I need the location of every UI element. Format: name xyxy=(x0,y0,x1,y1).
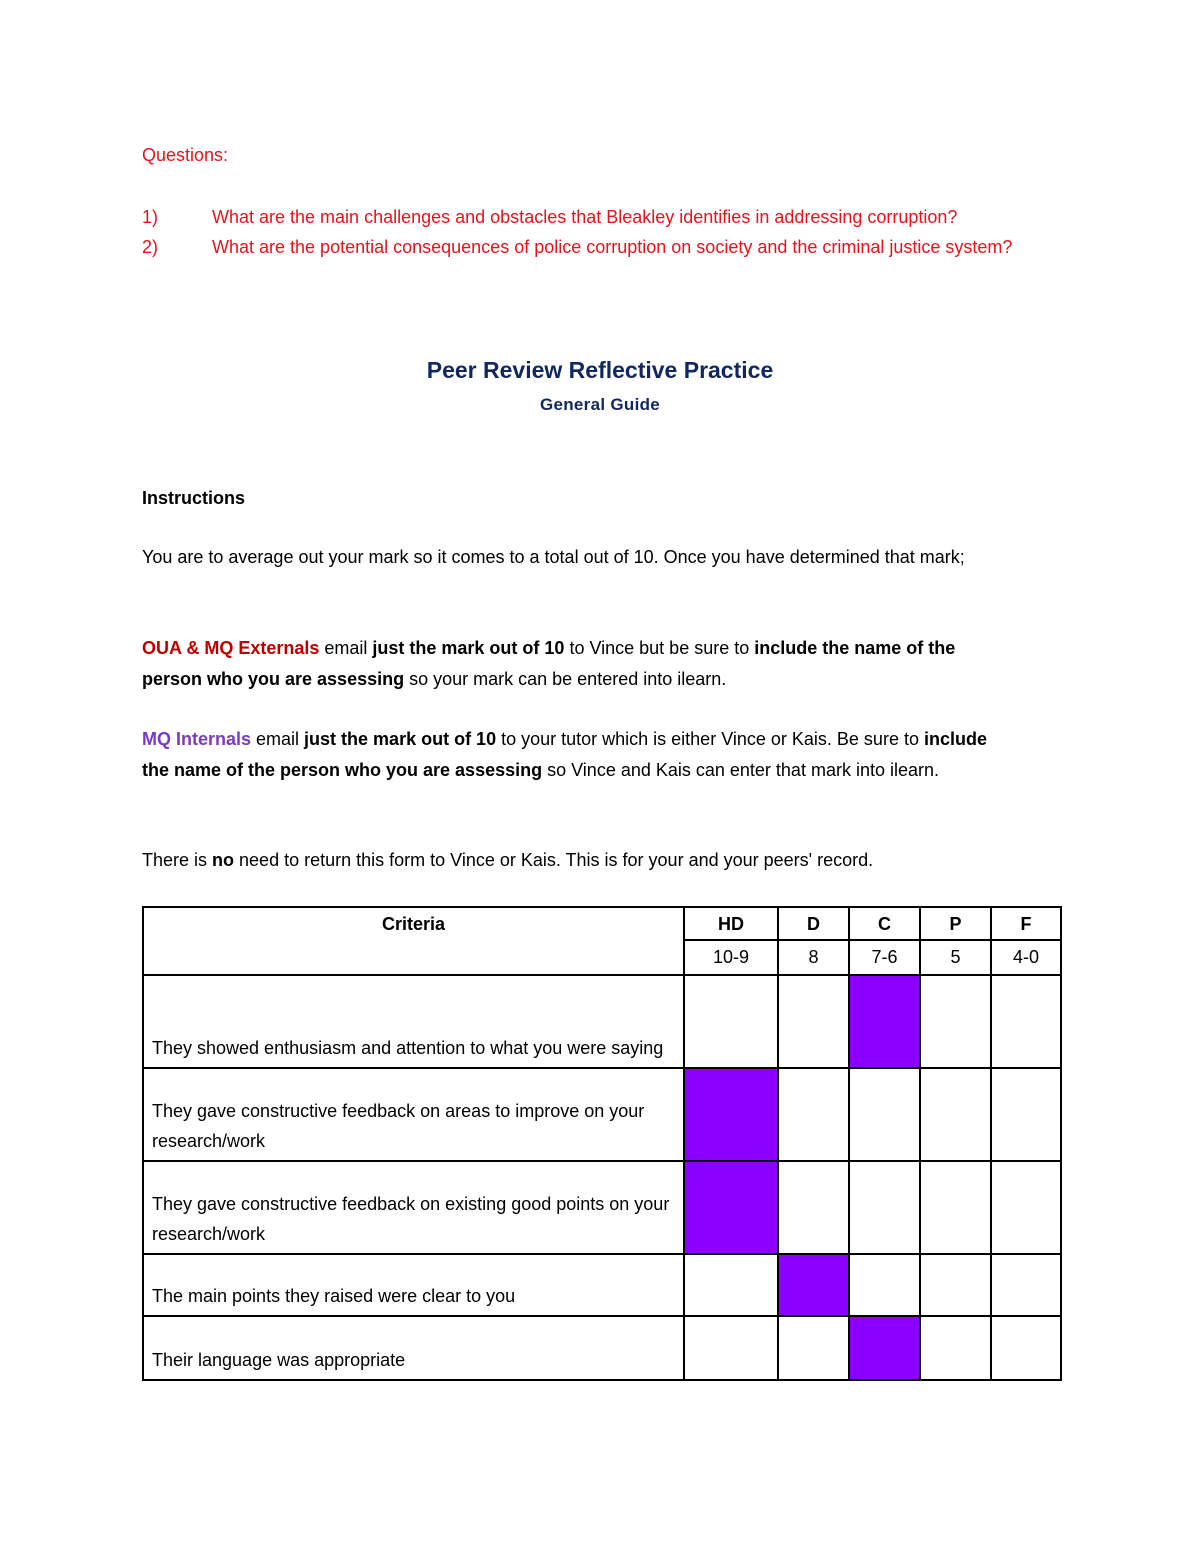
criterion-text: They gave constructive feedback on existing good points on your research/work xyxy=(143,1161,684,1254)
oua-label: OUA & MQ Externals xyxy=(142,638,320,658)
oua-text-3: so your mark can be entered into ilearn. xyxy=(404,668,727,689)
question-2 xyxy=(142,232,1013,292)
rubric-row xyxy=(143,1161,1061,1254)
questions-heading: Questions: xyxy=(142,145,229,165)
mq-text-3: so Vince and Kais can enter that mark into ilearn. xyxy=(542,759,939,780)
oua-text-1: email xyxy=(319,638,373,658)
grade-header-p: P xyxy=(920,907,991,940)
mark-cell-c[interactable] xyxy=(849,1161,920,1254)
mark-cell-hd[interactable] xyxy=(684,1161,778,1254)
mq-instructions xyxy=(142,724,1012,785)
grade-header-c: C xyxy=(849,907,920,940)
oua-text-2: to Vince but be sure to xyxy=(564,638,755,658)
range-c: 7-6 xyxy=(849,940,920,975)
note-text-2: need to return this form to Vince or Kais. This is for your and your peers' record. xyxy=(234,850,874,870)
mark-cell-c[interactable] xyxy=(849,1316,920,1380)
mark-cell-p[interactable] xyxy=(920,1316,991,1380)
mq-text-2: to your tutor which is either Vince or Kais. Be sure to xyxy=(496,729,924,749)
question-number: 1) xyxy=(142,207,159,227)
criterion-text: They gave constructive feedback on areas to improve on your research/work xyxy=(143,1068,684,1161)
rubric-header-row xyxy=(143,907,1061,940)
rubric-table xyxy=(142,906,1062,1381)
mark-cell-d[interactable] xyxy=(778,1316,849,1380)
instructions-intro: You are to average out your mark so it comes to a total out of 10. Once you have determined that mark; xyxy=(142,547,965,567)
oua-bold-2: include the name of the person who you are assessing xyxy=(142,638,956,689)
mark-cell-f[interactable] xyxy=(991,975,1061,1068)
question-text: What are the potential consequences of police corruption on society and the criminal justice system? xyxy=(212,237,1013,257)
mark-cell-f[interactable] xyxy=(991,1254,1061,1316)
grade-header-f: F xyxy=(991,907,1061,940)
mark-cell-p[interactable] xyxy=(920,1161,991,1254)
grade-header-d: D xyxy=(778,907,849,940)
criterion-text: The main points they raised were clear to you xyxy=(143,1254,684,1316)
note-bold: no xyxy=(212,850,235,870)
mq-text-1: email xyxy=(251,729,305,749)
rubric-row xyxy=(143,975,1061,1068)
document-title: Peer Review Reflective Practice xyxy=(426,357,774,383)
mark-cell-d[interactable] xyxy=(778,1068,849,1161)
mark-cell-f[interactable] xyxy=(991,1161,1061,1254)
mark-cell-hd[interactable] xyxy=(684,975,778,1068)
mark-cell-p[interactable] xyxy=(920,1068,991,1161)
mark-cell-d[interactable] xyxy=(778,1254,849,1316)
question-number: 2) xyxy=(142,237,159,257)
range-d: 8 xyxy=(778,940,849,975)
rubric-row xyxy=(143,1316,1061,1380)
mark-cell-f[interactable] xyxy=(991,1068,1061,1161)
instructions-heading: Instructions xyxy=(142,488,246,508)
criterion-text: Their language was appropriate xyxy=(143,1316,684,1380)
range-f: 4-0 xyxy=(991,940,1061,975)
mark-cell-p[interactable] xyxy=(920,1254,991,1316)
rubric-row xyxy=(143,1254,1061,1316)
rubric-row xyxy=(143,1068,1061,1161)
range-p: 5 xyxy=(920,940,991,975)
mq-bold-2: include the name of the person who you are assessing xyxy=(142,729,987,780)
mark-cell-c[interactable] xyxy=(849,1068,920,1161)
mark-cell-c[interactable] xyxy=(849,975,920,1068)
document-subtitle: General Guide xyxy=(539,395,661,414)
question-1 xyxy=(142,202,958,232)
mark-cell-hd[interactable] xyxy=(684,1068,778,1161)
question-text: What are the main challenges and obstacles that Bleakley identifies in addressing corruption? xyxy=(212,207,958,227)
criteria-header: Criteria xyxy=(143,907,684,975)
oua-instructions xyxy=(142,633,1012,694)
mark-cell-hd[interactable] xyxy=(684,1254,778,1316)
criterion-text: They showed enthusiasm and attention to what you were saying xyxy=(143,975,684,1068)
oua-bold-1: just the mark out of 10 xyxy=(372,638,565,658)
mq-bold-1: just the mark out of 10 xyxy=(304,729,497,749)
mark-cell-c[interactable] xyxy=(849,1254,920,1316)
note-text-1: There is xyxy=(142,850,213,870)
mark-cell-f[interactable] xyxy=(991,1316,1061,1380)
mark-cell-p[interactable] xyxy=(920,975,991,1068)
grade-header-hd: HD xyxy=(684,907,778,940)
mq-label: MQ Internals xyxy=(142,729,252,749)
mark-cell-hd[interactable] xyxy=(684,1316,778,1380)
mark-cell-d[interactable] xyxy=(778,1161,849,1254)
mark-cell-d[interactable] xyxy=(778,975,849,1068)
return-note xyxy=(142,845,1042,876)
range-hd: 10-9 xyxy=(684,940,778,975)
